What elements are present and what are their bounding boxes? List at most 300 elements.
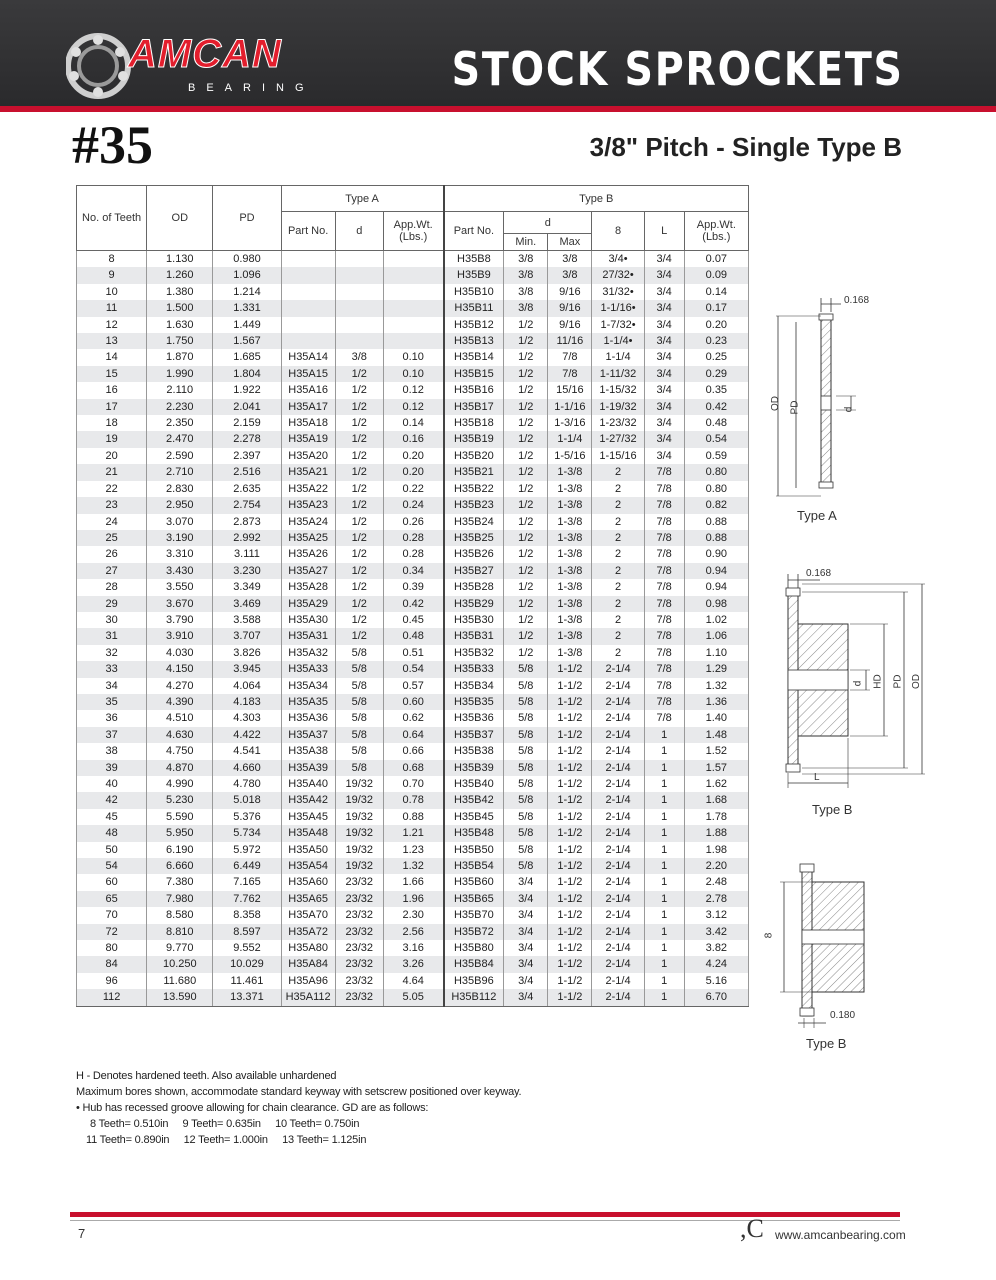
table-cell: 15/16: [548, 382, 592, 398]
table-cell: 3/4: [504, 874, 548, 890]
table-cell: 1.260: [147, 267, 213, 283]
table-cell: 1-1/2: [548, 710, 592, 726]
table-cell: 1/2: [504, 579, 548, 595]
table-cell: 2: [592, 464, 644, 480]
table-cell: 1-3/8: [548, 514, 592, 530]
table-cell: 5/8: [504, 842, 548, 858]
table-cell: 23/32: [335, 973, 383, 989]
table-cell: [281, 267, 335, 283]
table-cell: 1-15/32: [592, 382, 644, 398]
table-cell: 8: [77, 251, 147, 268]
table-cell: 3/4: [644, 333, 684, 349]
table-cell: 36: [77, 710, 147, 726]
table-cell: H35B54: [444, 858, 504, 874]
table-cell: 3/8: [335, 349, 383, 365]
table-row: [77, 694, 749, 710]
col-od: OD: [147, 186, 213, 251]
table-cell: 5/8: [335, 661, 383, 677]
table-cell: 5/8: [504, 825, 548, 841]
table-cell: 0.78: [383, 792, 443, 808]
table-cell: 1-23/32: [592, 415, 644, 431]
table-cell: 1/2: [504, 349, 548, 365]
table-cell: H35A39: [281, 760, 335, 776]
table-cell: 1.62: [684, 776, 748, 792]
table-cell: H35A72: [281, 924, 335, 940]
table-cell: 13.590: [147, 989, 213, 1006]
table-cell: 3/4: [644, 431, 684, 447]
table-cell: H35B45: [444, 809, 504, 825]
table-cell: 1-1/2: [548, 858, 592, 874]
table-cell: 1/2: [335, 612, 383, 628]
table-cell: 0.60: [383, 694, 443, 710]
table-cell: 80: [77, 940, 147, 956]
table-cell: 0.94: [684, 579, 748, 595]
table-cell: 6.190: [147, 842, 213, 858]
table-cell: [281, 284, 335, 300]
table-cell: 0.39: [383, 579, 443, 595]
table-cell: H35B30: [444, 612, 504, 628]
table-cell: 3/4: [644, 415, 684, 431]
table-cell: 13.371: [213, 989, 281, 1006]
table-cell: 2-1/4: [592, 661, 644, 677]
table-cell: 3.945: [213, 661, 281, 677]
table-cell: 3/4: [504, 940, 548, 956]
table-cell: [335, 317, 383, 333]
table-cell: 1.29: [684, 661, 748, 677]
table-row: [77, 448, 749, 464]
table-cell: 23/32: [335, 924, 383, 940]
table-cell: 2.041: [213, 399, 281, 415]
table-cell: 2.30: [383, 907, 443, 923]
table-cell: 3/8: [504, 251, 548, 268]
table-cell: 1-1/2: [548, 727, 592, 743]
table-cell: 1/2: [335, 563, 383, 579]
table-cell: 3/4: [504, 973, 548, 989]
footer-accent-line: [70, 1212, 900, 1217]
table-cell: 0.17: [684, 300, 748, 316]
table-cell: 1/2: [335, 399, 383, 415]
table-cell: H35A112: [281, 989, 335, 1006]
table-cell: 3/4: [644, 317, 684, 333]
table-cell: 1-1/2: [548, 874, 592, 890]
table-cell: 3/4: [504, 907, 548, 923]
table-cell: 4.780: [213, 776, 281, 792]
type-b-hub-width: 0.168: [806, 568, 832, 579]
table-cell: 0.07: [684, 251, 748, 268]
table-cell: 2-1/4: [592, 809, 644, 825]
table-cell: [281, 251, 335, 268]
table-cell: H35A36: [281, 710, 335, 726]
table-cell: H35B112: [444, 989, 504, 1006]
table-cell: 1-1/2: [548, 760, 592, 776]
table-cell: 5/8: [504, 678, 548, 694]
type-b-pd-label: PD: [892, 674, 904, 689]
table-cell: 4.064: [213, 678, 281, 694]
table-cell: 4.510: [147, 710, 213, 726]
table-cell: [383, 333, 443, 349]
table-cell: 0.45: [383, 612, 443, 628]
sprocket-spec-table: [76, 185, 749, 1007]
table-row: [77, 415, 749, 431]
table-cell: 37: [77, 727, 147, 743]
table-cell: 2.397: [213, 448, 281, 464]
table-cell: 1-3/16: [548, 415, 592, 431]
table-cell: 35: [77, 694, 147, 710]
table-cell: 54: [77, 858, 147, 874]
table-cell: 1/2: [335, 366, 383, 382]
table-cell: H35A31: [281, 628, 335, 644]
table-cell: 1.40: [684, 710, 748, 726]
website-link[interactable]: www.amcanbearing.com: [775, 1228, 906, 1242]
table-cell: H35A38: [281, 743, 335, 759]
table-cell: 2.350: [147, 415, 213, 431]
table-cell: 1: [644, 743, 684, 759]
table-cell: 1-1/2: [548, 907, 592, 923]
table-cell: 0.20: [383, 448, 443, 464]
table-cell: H35B36: [444, 710, 504, 726]
table-cell: 7/8: [644, 579, 684, 595]
type-a-diagram: [766, 292, 876, 502]
table-cell: H35B20: [444, 448, 504, 464]
col-a-part-no: Part No.: [281, 212, 335, 251]
table-cell: 1: [644, 825, 684, 841]
table-cell: 4.24: [684, 956, 748, 972]
table-cell: 2.516: [213, 464, 281, 480]
table-cell: 31/32•: [592, 284, 644, 300]
table-cell: 2.830: [147, 481, 213, 497]
table-cell: 1-1/2: [548, 825, 592, 841]
table-cell: 4.030: [147, 645, 213, 661]
table-cell: 2.278: [213, 431, 281, 447]
table-cell: 4.303: [213, 710, 281, 726]
table-cell: 1/2: [504, 546, 548, 562]
table-cell: 30: [77, 612, 147, 628]
type-b-d-label: d: [852, 680, 864, 687]
table-cell: H35A28: [281, 579, 335, 595]
table-cell: 2.470: [147, 431, 213, 447]
table-cell: 3/4: [644, 366, 684, 382]
table-cell: 65: [77, 891, 147, 907]
table-cell: 7/8: [644, 464, 684, 480]
type-a-caption: Type A: [797, 508, 837, 523]
table-cell: 1.88: [684, 825, 748, 841]
table-cell: 1/2: [504, 596, 548, 612]
table-cell: 23/32: [335, 940, 383, 956]
table-cell: 2-1/4: [592, 678, 644, 694]
table-cell: 0.20: [383, 464, 443, 480]
table-row: [77, 989, 749, 1006]
table-cell: 13: [77, 333, 147, 349]
table-cell: 2: [592, 563, 644, 579]
table-cell: 6.449: [213, 858, 281, 874]
table-cell: H35B32: [444, 645, 504, 661]
table-cell: H35B35: [444, 694, 504, 710]
table-cell: 19: [77, 431, 147, 447]
type-a-d-label: d: [843, 406, 855, 413]
table-cell: 96: [77, 973, 147, 989]
table-cell: H35A37: [281, 727, 335, 743]
table-cell: 8.597: [213, 924, 281, 940]
table-cell: 4.541: [213, 743, 281, 759]
table-cell: 1.98: [684, 842, 748, 858]
table-cell: 1: [644, 727, 684, 743]
table-cell: H35B60: [444, 874, 504, 890]
table-cell: 0.09: [684, 267, 748, 283]
bearing-icon: [66, 30, 136, 100]
col-a-d: d: [335, 212, 383, 251]
table-cell: 112: [77, 989, 147, 1006]
table-cell: 5/8: [335, 694, 383, 710]
table-cell: 72: [77, 924, 147, 940]
table-cell: 11/16: [548, 333, 592, 349]
table-cell: 2-1/4: [592, 776, 644, 792]
table-cell: 29: [77, 596, 147, 612]
table-cell: H35A70: [281, 907, 335, 923]
table-cell: 7/8: [644, 694, 684, 710]
type-a-pd-label: PD: [789, 400, 801, 415]
table-cell: 2.873: [213, 514, 281, 530]
page-header-title: STOCK SPROCKETS: [451, 42, 904, 96]
table-cell: 1.10: [684, 645, 748, 661]
table-cell: 1-3/8: [548, 530, 592, 546]
table-cell: H35A40: [281, 776, 335, 792]
table-row: [77, 317, 749, 333]
table-cell: H35A22: [281, 481, 335, 497]
table-cell: 1/2: [335, 382, 383, 398]
table-cell: H35A20: [281, 448, 335, 464]
table-cell: 2-1/4: [592, 694, 644, 710]
table-cell: 1/2: [504, 481, 548, 497]
table-cell: 3.26: [383, 956, 443, 972]
table-row: [77, 973, 749, 989]
table-cell: H35A26: [281, 546, 335, 562]
table-row: [77, 300, 749, 316]
table-cell: H35B8: [444, 251, 504, 268]
type-a-od-label: OD: [770, 396, 781, 411]
table-cell: 2: [592, 628, 644, 644]
table-cell: 7.980: [147, 891, 213, 907]
table-cell: 3.469: [213, 596, 281, 612]
table-cell: 23/32: [335, 907, 383, 923]
table-cell: 1-1/2: [548, 809, 592, 825]
table-cell: H35A35: [281, 694, 335, 710]
table-cell: 1.096: [213, 267, 281, 283]
table-cell: 19/32: [335, 776, 383, 792]
table-cell: 1-3/8: [548, 628, 592, 644]
table-cell: 1/2: [335, 546, 383, 562]
table-cell: 7/8: [548, 349, 592, 365]
col-group-type-a: Type A: [281, 186, 443, 212]
col-b-d: d: [504, 212, 592, 234]
table-cell: 1.380: [147, 284, 213, 300]
table-cell: H35A27: [281, 563, 335, 579]
table-cell: 5/8: [504, 792, 548, 808]
table-cell: 39: [77, 760, 147, 776]
table-cell: 7/8: [644, 596, 684, 612]
table-cell: 0.22: [383, 481, 443, 497]
table-cell: 2-1/4: [592, 825, 644, 841]
table-cell: 1/2: [504, 317, 548, 333]
table-cell: H35A15: [281, 366, 335, 382]
table-cell: H35B19: [444, 431, 504, 447]
table-cell: 10.250: [147, 956, 213, 972]
table-cell: [383, 300, 443, 316]
table-cell: [335, 267, 383, 283]
table-cell: 0.70: [383, 776, 443, 792]
table-cell: 0.64: [383, 727, 443, 743]
table-cell: 5/8: [335, 727, 383, 743]
table-cell: 1-1/16•: [592, 300, 644, 316]
table-cell: 23/32: [335, 989, 383, 1006]
table-cell: H35A16: [281, 382, 335, 398]
table-row: [77, 579, 749, 595]
table-cell: 0.14: [383, 415, 443, 431]
table-row: [77, 399, 749, 415]
table-row: [77, 743, 749, 759]
table-cell: 45: [77, 809, 147, 825]
table-cell: H35A18: [281, 415, 335, 431]
table-cell: 0.980: [213, 251, 281, 268]
table-cell: 3.16: [383, 940, 443, 956]
table-row: [77, 776, 749, 792]
table-cell: 1.02: [684, 612, 748, 628]
table-cell: H35A45: [281, 809, 335, 825]
table-cell: 42: [77, 792, 147, 808]
col-b-l: L: [644, 212, 684, 251]
table-cell: 1-1/2: [548, 661, 592, 677]
table-cell: 9/16: [548, 300, 592, 316]
table-cell: 9.552: [213, 940, 281, 956]
table-cell: 1-3/8: [548, 612, 592, 628]
table-cell: 4.270: [147, 678, 213, 694]
table-cell: 1.870: [147, 349, 213, 365]
table-cell: 8.358: [213, 907, 281, 923]
col-a-app-wt: App.Wt. (Lbs.): [383, 212, 443, 251]
table-cell: 3.826: [213, 645, 281, 661]
table-cell: H35B65: [444, 891, 504, 907]
table-cell: 1: [644, 842, 684, 858]
table-cell: 0.80: [684, 481, 748, 497]
table-cell: 1-1/2: [548, 940, 592, 956]
col-b-part-no: Part No.: [444, 212, 504, 251]
table-cell: 31: [77, 628, 147, 644]
table-cell: 1-1/16: [548, 399, 592, 415]
table-cell: 24: [77, 514, 147, 530]
table-cell: 5.018: [213, 792, 281, 808]
table-cell: H35B40: [444, 776, 504, 792]
table-cell: 0.59: [684, 448, 748, 464]
table-cell: 1.32: [684, 678, 748, 694]
table-cell: 3/4: [504, 924, 548, 940]
table-cell: 7/8: [644, 678, 684, 694]
table-cell: 3.111: [213, 546, 281, 562]
table-cell: 6.660: [147, 858, 213, 874]
footer-mark: ,C: [740, 1214, 764, 1243]
table-cell: 1/2: [504, 448, 548, 464]
table-cell: 1-1/2: [548, 924, 592, 940]
table-cell: 3/8: [504, 284, 548, 300]
table-cell: 9/16: [548, 317, 592, 333]
table-cell: 7/8: [644, 612, 684, 628]
type-b-l-label: L: [814, 772, 820, 783]
table-cell: 3/4: [644, 382, 684, 398]
table-cell: 1.66: [383, 874, 443, 890]
table-cell: 3.42: [684, 924, 748, 940]
table-cell: 8.810: [147, 924, 213, 940]
table-cell: 2-1/4: [592, 907, 644, 923]
table-cell: 5/8: [504, 661, 548, 677]
table-row: [77, 284, 749, 300]
table-cell: H35A29: [281, 596, 335, 612]
table-row: [77, 645, 749, 661]
table-cell: 27: [77, 563, 147, 579]
table-cell: 1/2: [504, 497, 548, 513]
table-cell: 5/8: [335, 710, 383, 726]
table-cell: H35B11: [444, 300, 504, 316]
table-cell: H35B39: [444, 760, 504, 776]
table-cell: 1/2: [335, 596, 383, 612]
table-cell: 1/2: [504, 399, 548, 415]
table-cell: 1-1/2: [548, 694, 592, 710]
table-cell: 7/8: [644, 563, 684, 579]
table-cell: 1/2: [335, 497, 383, 513]
table-cell: 1-1/2: [548, 956, 592, 972]
table-cell: [281, 333, 335, 349]
table-cell: 4.150: [147, 661, 213, 677]
table-cell: 5/8: [335, 678, 383, 694]
table-cell: 1/2: [335, 514, 383, 530]
table-cell: 1: [644, 760, 684, 776]
type-b-caption: Type B: [812, 802, 853, 817]
table-cell: 5.734: [213, 825, 281, 841]
table-cell: 11.461: [213, 973, 281, 989]
table-cell: 1.21: [383, 825, 443, 841]
table-cell: 0.42: [383, 596, 443, 612]
table-cell: 0.51: [383, 645, 443, 661]
table-cell: 2: [592, 530, 644, 546]
table-cell: 1.23: [383, 842, 443, 858]
table-cell: 3/4: [644, 300, 684, 316]
table-cell: 1.331: [213, 300, 281, 316]
table-cell: 2-1/4: [592, 727, 644, 743]
table-cell: 1-3/8: [548, 464, 592, 480]
table-cell: H35B48: [444, 825, 504, 841]
table-cell: 1/2: [504, 628, 548, 644]
table-cell: 7/8: [644, 497, 684, 513]
table-row: [77, 760, 749, 776]
table-cell: 19/32: [335, 842, 383, 858]
table-row: [77, 464, 749, 480]
table-cell: 1.32: [383, 858, 443, 874]
table-cell: [383, 267, 443, 283]
table-cell: 1/2: [335, 530, 383, 546]
table-cell: 12: [77, 317, 147, 333]
table-cell: 0.90: [684, 546, 748, 562]
table-cell: 2: [592, 645, 644, 661]
table-cell: 1: [644, 776, 684, 792]
table-cell: 1/2: [504, 431, 548, 447]
table-row: [77, 382, 749, 398]
table-cell: H35B31: [444, 628, 504, 644]
table-cell: [383, 317, 443, 333]
table-row: [77, 431, 749, 447]
table-cell: 2-1/4: [592, 760, 644, 776]
table-row: [77, 924, 749, 940]
table-row: [77, 727, 749, 743]
amcan-logo: [66, 30, 315, 100]
table-cell: 1.567: [213, 333, 281, 349]
table-cell: 0.23: [684, 333, 748, 349]
